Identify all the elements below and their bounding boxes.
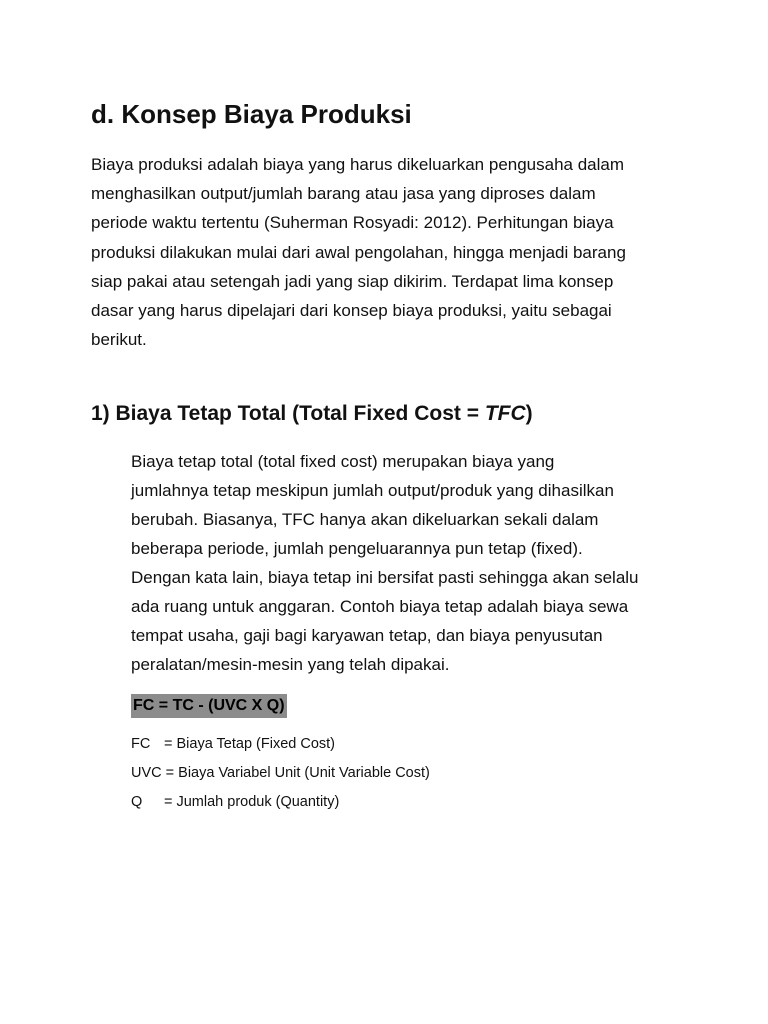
section-heading-suffix: ) [525,402,533,425]
paragraph-line: periode waktu tertentu (Suherman Rosyadi: 2012). Perhitungan biaya [91,213,614,233]
legend-symbol: UVC [131,765,162,781]
paragraph-line: menghasilkan output/jumlah barang atau jasa yang diproses dalam [91,184,596,204]
legend-row [131,759,430,788]
section-body [131,447,711,679]
page-title: d. Konsep Biaya Produksi [91,99,412,129]
paragraph-line: berubah. Biasanya, TFC hanya akan dikeluarkan sekali dalam [131,510,599,529]
legend-symbol: Q [131,794,143,810]
legend-row [131,788,430,817]
legend-symbol: FC [131,736,151,752]
paragraph-line: tempat usaha, gaji bagi karyawan tetap, dan biaya penyusutan [131,626,603,645]
paragraph-line: Biaya produksi adalah biaya yang harus dikeluarkan pengusaha dalam [91,155,625,174]
paragraph-line: siap pakai atau setengah jadi yang siap dikirim. Terdapat lima konsep [91,271,614,291]
paragraph-line: jumlahnya tetap meskipun jumlah output/produk yang dihasilkan [131,481,614,500]
paragraph-line: peralatan/mesin-mesin yang telah dipakai. [131,655,450,674]
legend-row [131,730,430,759]
paragraph-line: dasar yang harus dipelajari dari konsep biaya produksi, yaitu sebagai [91,301,612,321]
paragraph-line: produksi dilakukan mulai dari awal pengolahan, hingga menjadi barang [91,242,626,262]
formula-legend [131,730,430,817]
formula-highlight: FC = TC - (UVC X Q) [131,694,287,718]
legend-definition: = Biaya Variabel Unit (Unit Variable Cost) [165,765,430,781]
paragraph-line: Biaya tetap total (total fixed cost) merupakan biaya yang [131,452,555,471]
paragraph-line: Dengan kata lain, biaya tetap ini bersifat pasti sehingga akan selalu [131,568,639,587]
paragraph-line: beberapa periode, jumlah pengeluarannya pun tetap (fixed). [131,539,583,558]
legend-definition: = Biaya Tetap (Fixed Cost) [164,736,335,752]
paragraph-line: ada ruang untuk anggaran. Contoh biaya tetap adalah biaya sewa [131,597,629,616]
section-heading [91,398,533,430]
section-heading-abbrev: TFC [484,402,526,425]
paragraph-line: berikut. [91,330,147,350]
section-heading-prefix: 1) Biaya Tetap Total (Total Fixed Cost = [91,402,485,425]
intro-paragraph [91,150,691,354]
legend-definition: = Jumlah produk (Quantity) [164,794,340,810]
